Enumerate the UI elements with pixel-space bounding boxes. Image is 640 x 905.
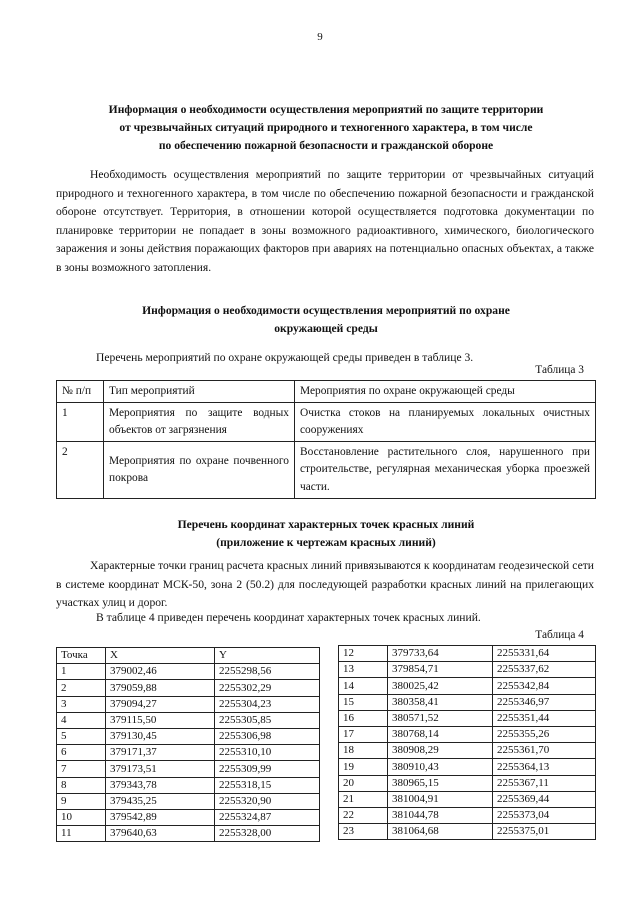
cell-x: 380358,41 bbox=[388, 694, 493, 710]
cell-y: 2255306,98 bbox=[215, 728, 320, 744]
table-row bbox=[339, 710, 596, 726]
table-row bbox=[339, 678, 596, 694]
coordinates-table-left bbox=[56, 647, 320, 842]
cell-point: 4 bbox=[57, 712, 106, 728]
cell-point: 20 bbox=[339, 775, 388, 791]
cell-x: 381044,78 bbox=[388, 807, 493, 823]
table-row bbox=[339, 646, 596, 662]
table-row bbox=[339, 694, 596, 710]
cell-x: 379115,50 bbox=[106, 712, 215, 728]
cell-x: 380768,14 bbox=[388, 726, 493, 742]
environment-measures-table bbox=[56, 380, 596, 499]
table-row bbox=[339, 791, 596, 807]
cell-point: 15 bbox=[339, 694, 388, 710]
cell-point: 7 bbox=[57, 761, 106, 777]
cell-x: 380908,29 bbox=[388, 743, 493, 759]
section-title-coordinates bbox=[56, 516, 596, 552]
cell-point: 9 bbox=[57, 793, 106, 809]
cell-x: 380965,15 bbox=[388, 775, 493, 791]
cell-y: 2255351,44 bbox=[493, 710, 596, 726]
cell-x: 379343,78 bbox=[106, 777, 215, 793]
header-type: Тип мероприятий bbox=[104, 381, 295, 403]
cell-point: 19 bbox=[339, 759, 388, 775]
table3-intro: Перечень мероприятий по охране окружающей среды приведен в таблице 3. bbox=[96, 351, 474, 364]
table-header-row bbox=[57, 381, 596, 403]
cell-x: 380571,52 bbox=[388, 710, 493, 726]
header-measures: Мероприятия по охране окружающей среды bbox=[295, 381, 596, 403]
cell-point: 16 bbox=[339, 710, 388, 726]
cell-point: 3 bbox=[57, 696, 106, 712]
table-row bbox=[57, 664, 320, 680]
table-row bbox=[339, 726, 596, 742]
emergency-paragraph bbox=[56, 166, 594, 277]
cell-y: 2255310,10 bbox=[215, 745, 320, 761]
table-row bbox=[57, 696, 320, 712]
cell-x: 379733,64 bbox=[388, 646, 493, 662]
table-row bbox=[57, 680, 320, 696]
cell-point: 23 bbox=[339, 824, 388, 840]
title-line: Перечень координат характерных точек красных линий bbox=[177, 518, 475, 531]
cell-x: 379130,45 bbox=[106, 728, 215, 744]
table-row bbox=[339, 824, 596, 840]
cell-x: 379094,27 bbox=[106, 696, 215, 712]
cell-point: 14 bbox=[339, 678, 388, 694]
cell-x: 380910,43 bbox=[388, 759, 493, 775]
table-row bbox=[339, 807, 596, 823]
cell-y: 2255346,97 bbox=[493, 694, 596, 710]
cell-y: 2255305,85 bbox=[215, 712, 320, 728]
table-row bbox=[57, 745, 320, 761]
cell-y: 2255298,56 bbox=[215, 664, 320, 680]
coordinates-table-right bbox=[338, 645, 596, 840]
cell-point: 10 bbox=[57, 809, 106, 825]
cell-point: 13 bbox=[339, 662, 388, 678]
cell-x: 379059,88 bbox=[106, 680, 215, 696]
coordinates-paragraph bbox=[56, 557, 594, 613]
header-point: Точка bbox=[57, 648, 106, 664]
table-row bbox=[57, 793, 320, 809]
table4-caption: Таблица 4 bbox=[535, 629, 584, 641]
table-row bbox=[57, 712, 320, 728]
title-line: от чрезвычайных ситуаций природного и техногенного характера, в том числе bbox=[119, 120, 533, 134]
title-line: по обеспечению пожарной безопасности и гражданской обороне bbox=[158, 138, 494, 152]
cell-y: 2255304,23 bbox=[215, 696, 320, 712]
cell-point: 12 bbox=[339, 646, 388, 662]
table-row bbox=[57, 826, 320, 842]
cell-y: 2255337,62 bbox=[493, 662, 596, 678]
cell-y: 2255364,13 bbox=[493, 759, 596, 775]
title-line: Информация о необходимости осуществления мероприятий по защите территории bbox=[108, 103, 544, 116]
table-row bbox=[57, 777, 320, 793]
cell-x: 379435,25 bbox=[106, 793, 215, 809]
cell-x: 381064,68 bbox=[388, 824, 493, 840]
cell-measures: Очистка стоков на планируемых локальных очистных сооружениях bbox=[295, 403, 596, 442]
table3-caption: Таблица 3 bbox=[535, 364, 584, 376]
table-row bbox=[339, 743, 596, 759]
cell-x: 379854,71 bbox=[388, 662, 493, 678]
cell-point: 1 bbox=[57, 664, 106, 680]
cell-y: 2255361,70 bbox=[493, 743, 596, 759]
cell-measures: Восстановление растительного слоя, нарушенного при строительстве, регулярная механическая уборка проезжей части. bbox=[295, 442, 596, 498]
cell-point: 18 bbox=[339, 743, 388, 759]
table-row bbox=[339, 775, 596, 791]
cell-point: 6 bbox=[57, 745, 106, 761]
table-row bbox=[57, 728, 320, 744]
table-row bbox=[57, 442, 596, 498]
cell-point: 2 bbox=[57, 680, 106, 696]
header-y: Y bbox=[215, 648, 320, 664]
paragraph-text: Необходимость осуществления мероприятий по защите территории от чрезвычайных ситуаций природного и техногенного характера, в том числе по обеспечению пожарной безопасности и гражданской обороне отсутствует. Территория, в отношении которой осуществляется подготовка документации по планировке территории не попадает в зоны возможного радиоактивного, химического, биологического заражения и зоны действия поражающих факторов при авариях на потенциально опасных объектах, а также в зоны возможного затопления. bbox=[56, 168, 594, 274]
cell-point: 5 bbox=[57, 728, 106, 744]
cell-y: 2255331,64 bbox=[493, 646, 596, 662]
title-line: окружающей среды bbox=[274, 321, 378, 335]
page-number: 9 bbox=[317, 31, 323, 43]
cell-x: 379542,89 bbox=[106, 809, 215, 825]
table-row bbox=[57, 809, 320, 825]
cell-y: 2255328,00 bbox=[215, 826, 320, 842]
cell-y: 2255318,15 bbox=[215, 777, 320, 793]
table-row bbox=[57, 403, 596, 442]
cell-x: 381004,91 bbox=[388, 791, 493, 807]
cell-x: 379171,37 bbox=[106, 745, 215, 761]
cell-x: 379640,63 bbox=[106, 826, 215, 842]
header-x: X bbox=[106, 648, 215, 664]
header-number: № п/п bbox=[57, 381, 104, 403]
table4-intro: В таблице 4 приведен перечень координат характерных точек красных линий. bbox=[96, 611, 481, 624]
table-row bbox=[339, 759, 596, 775]
section-title-environment bbox=[56, 302, 596, 338]
cell-x: 379173,51 bbox=[106, 761, 215, 777]
cell-y: 2255355,26 bbox=[493, 726, 596, 742]
cell-number: 2 bbox=[57, 442, 104, 498]
title-line: (приложение к чертежам красных линий) bbox=[216, 535, 436, 549]
cell-y: 2255367,11 bbox=[493, 775, 596, 791]
cell-point: 8 bbox=[57, 777, 106, 793]
paragraph-text: Характерные точки границ расчета красных линий привязываются к координатам геодезической сети в системе координат МСК-50, зона 2 (50.2) для последующей разработки красных линий на прилегающих участках улиц и дорог. bbox=[56, 559, 594, 610]
table-header-row bbox=[57, 648, 320, 664]
cell-point: 22 bbox=[339, 807, 388, 823]
table-row bbox=[339, 662, 596, 678]
cell-type: Мероприятия по охране почвенного покрова bbox=[104, 442, 295, 498]
cell-point: 17 bbox=[339, 726, 388, 742]
cell-point: 11 bbox=[57, 826, 106, 842]
cell-point: 21 bbox=[339, 791, 388, 807]
title-line: Информация о необходимости осуществления мероприятий по охране bbox=[142, 304, 510, 317]
cell-y: 2255320,90 bbox=[215, 793, 320, 809]
section-title-emergency bbox=[56, 101, 596, 155]
cell-type: Мероприятия по защите водных объектов от загрязнения bbox=[104, 403, 295, 442]
cell-x: 379002,46 bbox=[106, 664, 215, 680]
cell-y: 2255342,84 bbox=[493, 678, 596, 694]
cell-number: 1 bbox=[57, 403, 104, 442]
cell-y: 2255375,01 bbox=[493, 824, 596, 840]
cell-y: 2255324,87 bbox=[215, 809, 320, 825]
table-row bbox=[57, 761, 320, 777]
cell-y: 2255302,29 bbox=[215, 680, 320, 696]
cell-y: 2255373,04 bbox=[493, 807, 596, 823]
cell-x: 380025,42 bbox=[388, 678, 493, 694]
cell-y: 2255309,99 bbox=[215, 761, 320, 777]
cell-y: 2255369,44 bbox=[493, 791, 596, 807]
